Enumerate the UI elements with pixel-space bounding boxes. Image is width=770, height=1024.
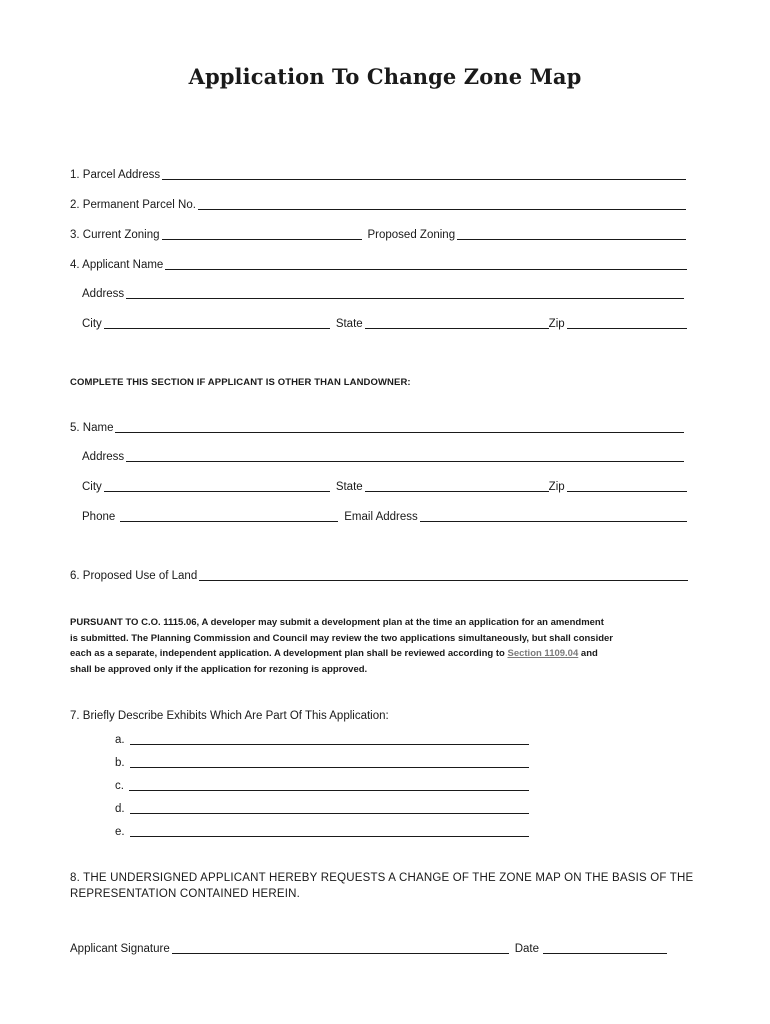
other-zip-label: Zip [548,481,565,493]
exhibit-field-d[interactable] [130,813,529,814]
pursuant-line-3 [70,646,690,662]
other-city-field[interactable] [104,491,330,492]
permanent-parcel-row [70,198,686,212]
other-name-field[interactable] [115,432,684,433]
exhibit-field-c[interactable] [129,790,529,791]
applicant-state-label: State [335,318,363,330]
exhibit-row [115,802,529,816]
request-line-1: 8. THE UNDERSIGNED APPLICANT HEREBY REQUESTS A CHANGE OF THE ZONE MAP ON THE BASIS OF THE [70,872,694,884]
applicant-zip-label: Zip [548,318,565,330]
exhibit-row [115,756,529,770]
exhibit-label-b: b. [115,757,125,769]
request-statement [70,871,700,902]
permanent-parcel-label: 2. Permanent Parcel No. [70,199,196,211]
exhibit-row [115,825,529,839]
proposed-use-label: 6. Proposed Use of Land [70,570,198,582]
exhibit-label-d: d. [115,803,125,815]
signature-row [70,942,667,956]
other-phone-label: Phone [82,511,116,523]
other-address-field[interactable] [126,461,684,462]
applicant-address-row [82,287,684,301]
other-name-label: 5. Name [70,422,114,434]
exhibit-field-e[interactable] [130,836,529,837]
pursuant-line-4: shall be approved only if the application for rezoning is approved. [70,663,368,675]
other-phone-row [82,510,687,524]
date-field[interactable] [543,953,667,954]
other-zip-field[interactable] [567,491,687,492]
pursuant-line-1: PURSUANT TO C.O. 1115.06, A developer may submit a development plan at the time an application for an amendment [70,617,604,628]
page-title: Application To Change Zone Map [188,64,582,89]
date-label: Date [514,943,540,955]
other-email-label: Email Address [344,511,418,523]
other-address-label: Address [82,451,125,463]
parcel-address-field[interactable] [162,179,686,180]
other-name-row [70,421,684,435]
applicant-state-field[interactable] [365,328,549,329]
applicant-name-label: 4. Applicant Name [70,259,164,271]
exhibits-heading-row [70,709,470,723]
section-note: COMPLETE THIS SECTION IF APPLICANT IS OTHER THAN LANDOWNER: [70,377,411,388]
exhibit-row [115,733,529,747]
applicant-name-field[interactable] [165,269,687,270]
parcel-address-row [70,168,686,182]
exhibit-label-e: e. [115,826,125,838]
exhibit-field-b[interactable] [130,767,529,768]
applicant-address-field[interactable] [126,298,684,299]
request-line-2: REPRESENTATION CONTAINED HEREIN. [70,887,301,900]
applicant-address-label: Address [82,288,125,300]
proposed-use-field[interactable] [199,580,688,581]
exhibit-label-a: a. [115,734,125,746]
proposed-zoning-field[interactable] [457,239,686,240]
applicant-city-field[interactable] [104,328,330,329]
pursuant-paragraph [70,615,690,677]
other-city-label: City [82,481,102,493]
pursuant-line-2: is submitted. The Planning Commission and Council may review the two applications simultaneously, but shall consider [70,632,614,644]
other-address-row [82,450,684,464]
other-email-field[interactable] [420,521,687,522]
other-state-label: State [335,481,363,493]
signature-label: Applicant Signature [70,943,170,955]
exhibits-heading: 7. Briefly Describe Exhibits Which Are Part Of This Application: [70,710,389,722]
applicant-city-row [82,317,687,331]
parcel-address-label: 1. Parcel Address [70,169,161,181]
proposed-zoning-label: Proposed Zoning [367,229,456,241]
zoning-row [70,228,686,242]
section-link[interactable]: Section 1109.04 [507,648,579,659]
exhibit-field-a[interactable] [130,744,529,745]
exhibit-row [115,779,529,793]
pursuant-line-3-text: each as a separate, independent application. A development plan shall be reviewed according to [70,648,508,659]
signature-field[interactable] [172,953,509,954]
current-zoning-label: 3. Current Zoning [70,229,160,241]
applicant-zip-field[interactable] [567,328,687,329]
other-phone-field[interactable] [120,521,338,522]
other-city-row [82,480,687,494]
current-zoning-field[interactable] [162,239,362,240]
pursuant-line-3-end: and [578,648,598,659]
exhibit-label-c: c. [115,780,124,792]
applicant-name-row [70,258,687,272]
permanent-parcel-field[interactable] [198,209,686,210]
other-state-field[interactable] [365,491,549,492]
applicant-city-label: City [82,318,102,330]
proposed-use-row [70,569,688,583]
